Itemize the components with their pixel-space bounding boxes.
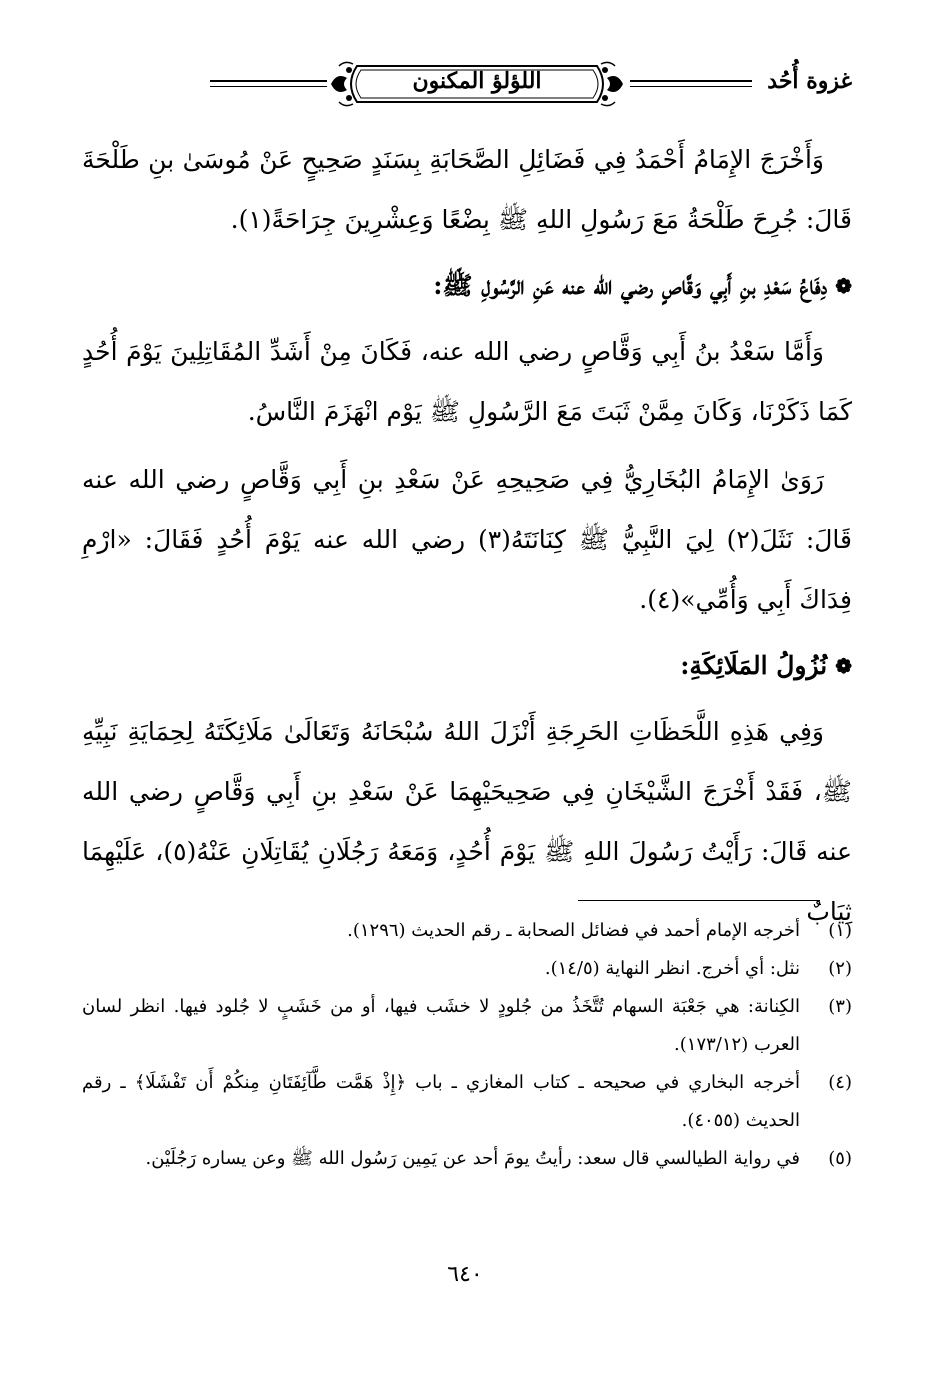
paragraph: رَوَىٰ الإِمَامُ البُخَارِيُّ فِي صَحِيحِهِ عَنْ سَعْدِ بنِ أَبِي وَقَّاصٍ رضي الله عنه قَالَ: نَثَلَ(٢) لِيَ النَّبِيُّ ﷺ كِنَانَتَهُ(٣) رضي الله عنه يَوْمَ أُحُدٍ فَقَالَ: «ارْمِ فِدَاكَ أَبِي وَأُمِّي»(٤).: [82, 465, 852, 614]
section-heading-text: دِفَاعُ سَعْدِ بنِ أَبِي وَقَّاصٍ رضي الله عنه عَنِ الرَّسُولِ ﷺ:: [433, 271, 828, 300]
flower-ornament-icon: ❁: [835, 274, 852, 298]
section-heading-text: نُزُولُ المَلَائِكَةِ:: [680, 651, 828, 680]
footnote-number: (٤): [828, 1072, 852, 1093]
header-rule: [210, 80, 327, 82]
book-title: اللؤلؤ المكنون: [412, 68, 542, 94]
book-title-cartouche: [327, 58, 627, 110]
footnote-number: (٢): [828, 958, 852, 979]
section-heading: [82, 258, 852, 314]
footnote-text: أخرجه الإمام أحمد في فضائل الصحابة ـ رقم الحديث (١٢٩٦).: [347, 920, 800, 941]
footnote-number: (٥): [828, 1148, 852, 1169]
footnote-text: نثل: أي أخرج. انظر النهاية (١٤/٥).: [544, 958, 800, 979]
flower-ornament-icon: ❁: [835, 654, 852, 678]
page-header: [82, 58, 852, 116]
footnote: [82, 1140, 852, 1178]
footnote: [82, 1064, 852, 1140]
header-rule: [210, 86, 327, 87]
footnote-text: في رواية الطيالسي قال سعد: رأيتُ يومَ أحد عن يَمِين رَسُول الله ﷺ وعن يساره رَجُلَيْن.: [145, 1148, 800, 1169]
page-number: ٦٤٠: [447, 1262, 483, 1287]
footnote-separator: [578, 900, 820, 901]
footnote: [82, 988, 852, 1064]
header-rule: [630, 86, 752, 87]
footnote-text: أخرجه البخاري في صحيحه ـ كتاب المغازي ـ باب ﴿إِذْ هَمَّت طَّآئِفَتَانِ مِنكُمْ أَن تَفْشَلَا﴾ ـ رقم الحديث (٤٠٥٥).: [82, 1072, 800, 1131]
main-text: [82, 130, 852, 950]
paragraph: وَفِي هَذِهِ اللَّحَظَاتِ الحَرِجَةِ أَنْزَلَ اللهُ سُبْحَانَهُ وَتَعَالَىٰ مَلَائِكَتَهُ لِحِمَايَةِ نَبِيِّهِ ﷺ، فَقَدْ أَخْرَجَ الشَّيْخَانِ فِي صَحِيحَيْهِمَا عَنْ سَعْدِ بنِ أَبِي وَقَّاصٍ رضي الله عنه قَالَ: رَأَيْتُ رَسُولَ اللهِ ﷺ يَوْمَ أُحُدٍ، وَمَعَهُ رَجُلَانِ يُقَاتِلَانِ عَنْهُ(٥)، عَلَيْهِمَا ثِيَابٌ: [82, 717, 852, 926]
footnote: [82, 950, 852, 988]
footnote-text: الكِنانة: هي جَعْبَة السهام تُتَّخَذُ من جُلودٍ لا خشَب فيها، أو من خَشَبٍ لا جُلود فيها. انظر لسان العرب (١٧٣/١٢).: [82, 996, 800, 1055]
footnote: [82, 912, 852, 950]
header-rule: [630, 80, 752, 82]
section-heading: [82, 638, 852, 694]
footnote-number: (١): [828, 920, 852, 941]
paragraph: وَأَخْرَجَ الإِمَامُ أَحْمَدُ فِي فَضَائِلِ الصَّحَابَةِ بِسَنَدٍ صَحِيحٍ عَنْ مُوسَىٰ بنِ طَلْحَةَ قَالَ: جُرِحَ طَلْحَةُ مَعَ رَسُولِ اللهِ ﷺ بِضْعًا وَعِشْرِينَ جِرَاحَةً(١).: [82, 145, 852, 234]
footnote-number: (٣): [828, 996, 852, 1017]
footnotes: [82, 912, 852, 1178]
paragraph: وَأَمَّا سَعْدُ بنُ أَبِي وَقَّاصٍ رضي الله عنه، فَكَانَ مِنْ أَشَدِّ المُقَاتِلِينَ يَوْمَ أُحُدٍ كَمَا ذَكَرْنَا، وَكَانَ مِمَّنْ ثَبَتَ مَعَ الرَّسُولِ ﷺ يَوْم انْهَزَمَ النَّاسُ.: [82, 337, 852, 426]
chapter-header-title: غزوة أُحُد: [767, 68, 852, 94]
